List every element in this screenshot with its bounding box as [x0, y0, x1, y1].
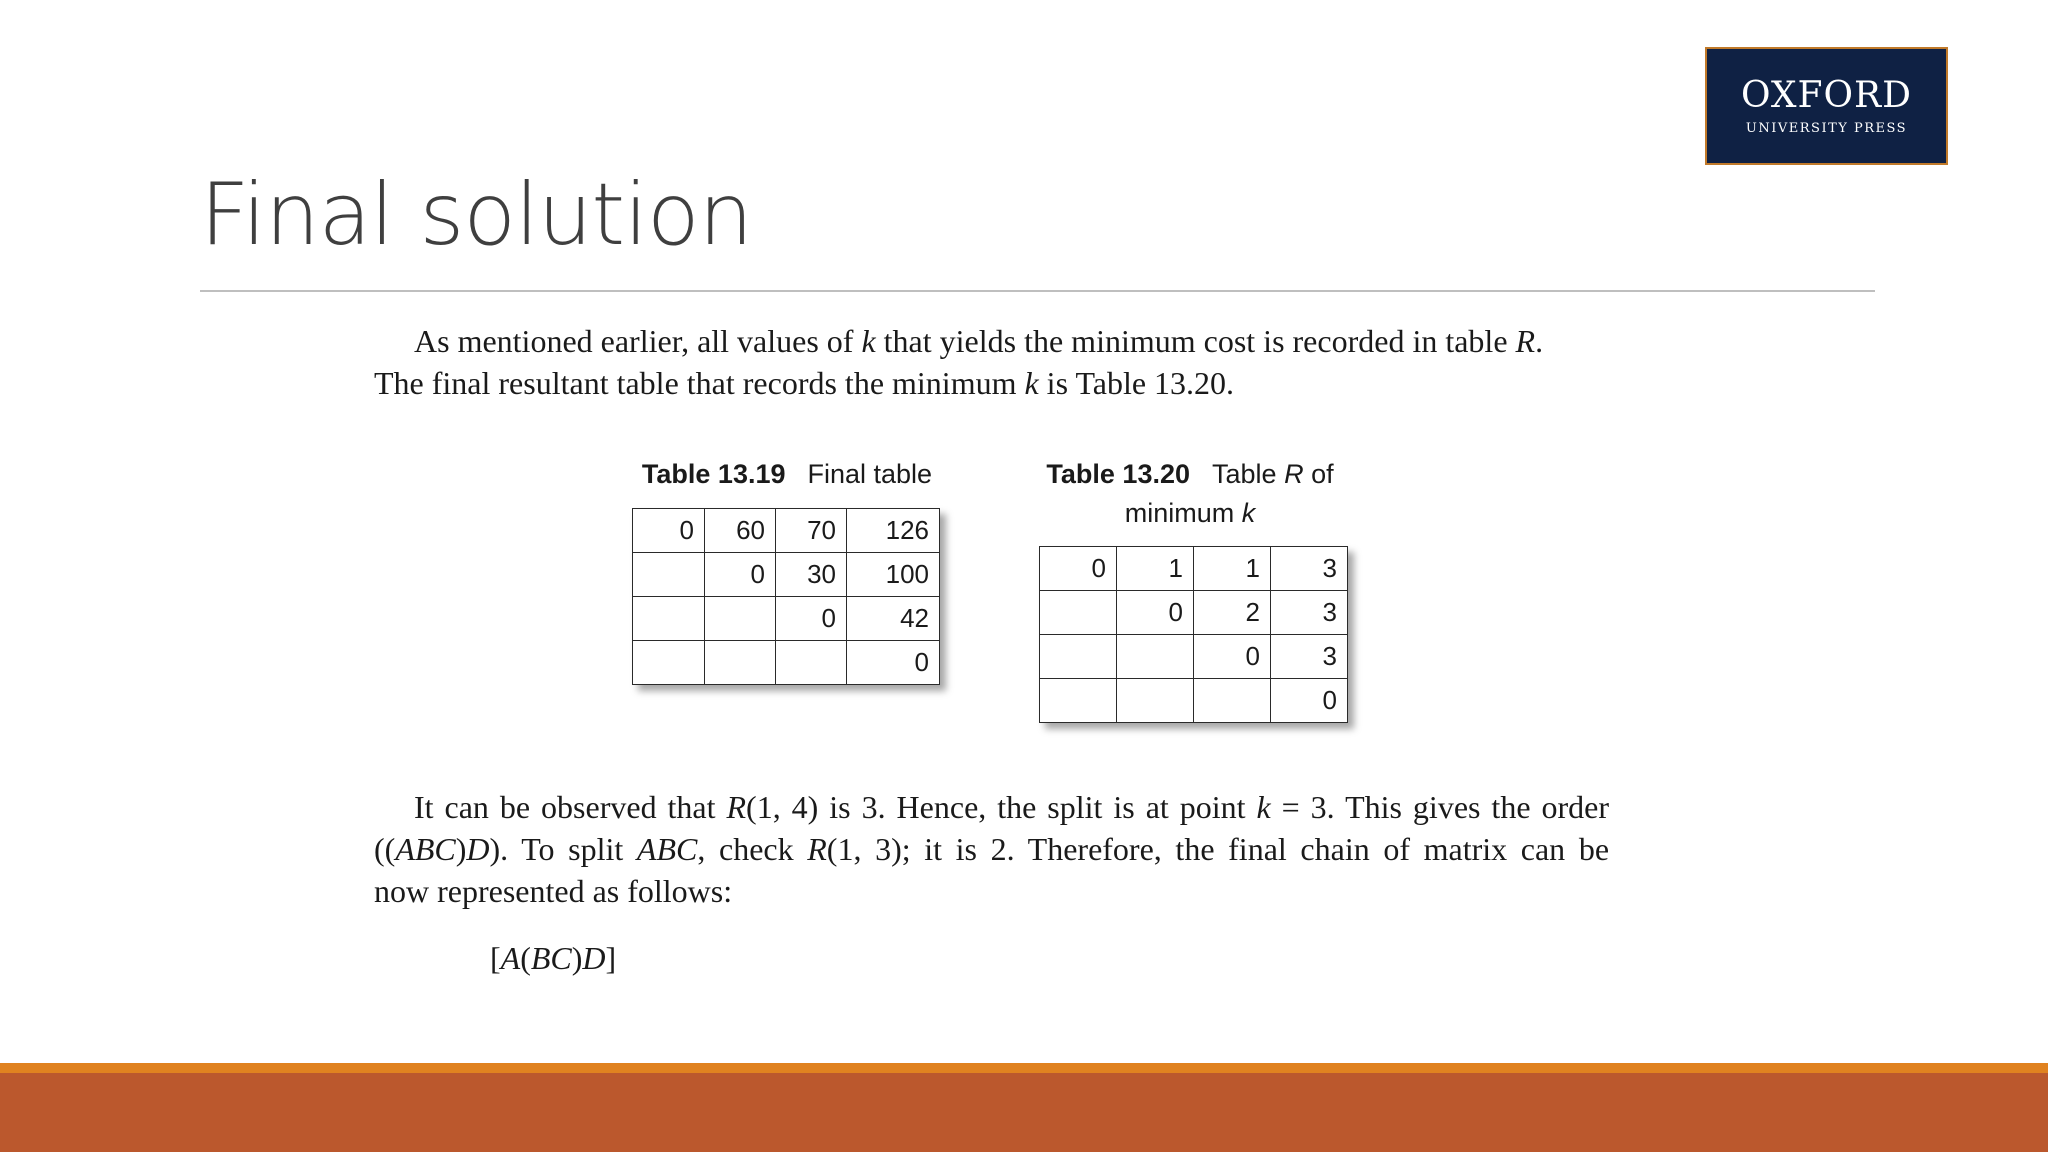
table-cell: 1 — [1194, 547, 1271, 591]
table-cell — [1117, 635, 1194, 679]
table-cell — [776, 641, 847, 685]
table-cell: 0 — [1117, 591, 1194, 635]
matrix-chain-formula: [A(BC)D] — [490, 940, 617, 976]
table-cell: 0 — [776, 597, 847, 641]
conclusion-line-1: It can be observed that R(1, 4) is 3. Hence, the split is at point k = 3. This gives the order — [414, 789, 1610, 825]
table-cell — [1194, 679, 1271, 723]
table-cell: 60 — [705, 509, 776, 553]
logo-sub-text: UNIVERSITY PRESS — [1745, 120, 1908, 136]
table-13-20-number: Table 13.20 — [1046, 459, 1190, 489]
table-row — [633, 597, 940, 641]
footer-band — [0, 1063, 2048, 1152]
table-13-20 — [1039, 546, 1348, 723]
table-cell: 3 — [1271, 547, 1348, 591]
logo-main-text: OXFORD — [1741, 74, 1912, 116]
table-cell — [1040, 635, 1117, 679]
table-row — [1040, 547, 1348, 591]
table-cell: 42 — [847, 597, 940, 641]
table-13-19-caption — [632, 455, 942, 494]
table-row — [1040, 635, 1348, 679]
table-cell: 0 — [705, 553, 776, 597]
table-row — [633, 641, 940, 685]
table-cell: 30 — [776, 553, 847, 597]
table-cell — [633, 553, 705, 597]
table-cell: 1 — [1117, 547, 1194, 591]
table-cell: 126 — [847, 509, 940, 553]
table-cell: 0 — [1040, 547, 1117, 591]
table-cell — [633, 641, 705, 685]
title-divider — [200, 290, 1875, 292]
table-cell — [705, 597, 776, 641]
table-13-19 — [632, 508, 940, 685]
table-cell — [1117, 679, 1194, 723]
table-cell: 0 — [847, 641, 940, 685]
table-cell — [705, 641, 776, 685]
conclusion-paragraph — [374, 786, 1609, 912]
table-row — [633, 553, 940, 597]
table-cell: 3 — [1271, 591, 1348, 635]
conclusion-line-2: ((ABC)D). To split ABC, check R(1, 3); it is 2. Therefore, the final chain of matrix can be — [374, 831, 1610, 867]
table-cell: 0 — [633, 509, 705, 553]
table-cell: 100 — [847, 553, 940, 597]
table-cell — [1040, 679, 1117, 723]
table-cell: 0 — [1271, 679, 1348, 723]
table-cell: 2 — [1194, 591, 1271, 635]
table-cell: 3 — [1271, 635, 1348, 679]
oxford-university-press-logo — [1705, 47, 1948, 165]
intro-paragraph — [374, 320, 1609, 404]
table-cell: 70 — [776, 509, 847, 553]
table-row — [1040, 679, 1348, 723]
table-row — [1040, 591, 1348, 635]
intro-line-1: As mentioned earlier, all values of k that yields the minimum cost is recorded in table R. — [414, 323, 1544, 359]
footer-rust-bar — [0, 1073, 2048, 1152]
conclusion-line-3: now represented as follows: — [374, 873, 733, 909]
table-13-20-caption: Table 13.20 Table R of minimum k — [1046, 459, 1334, 528]
table-cell — [1040, 591, 1117, 635]
table-row — [633, 509, 940, 553]
table-cell — [633, 597, 705, 641]
footer-orange-stripe — [0, 1063, 2048, 1073]
slide-title: Final solution — [200, 165, 753, 265]
table-cell: 0 — [1194, 635, 1271, 679]
intro-line-2: The final resultant table that records the minimum k is Table 13.20. — [374, 365, 1235, 401]
table-13-19-number: Table 13.19 — [641, 459, 786, 489]
table-13-19-title: Final table — [807, 459, 933, 489]
